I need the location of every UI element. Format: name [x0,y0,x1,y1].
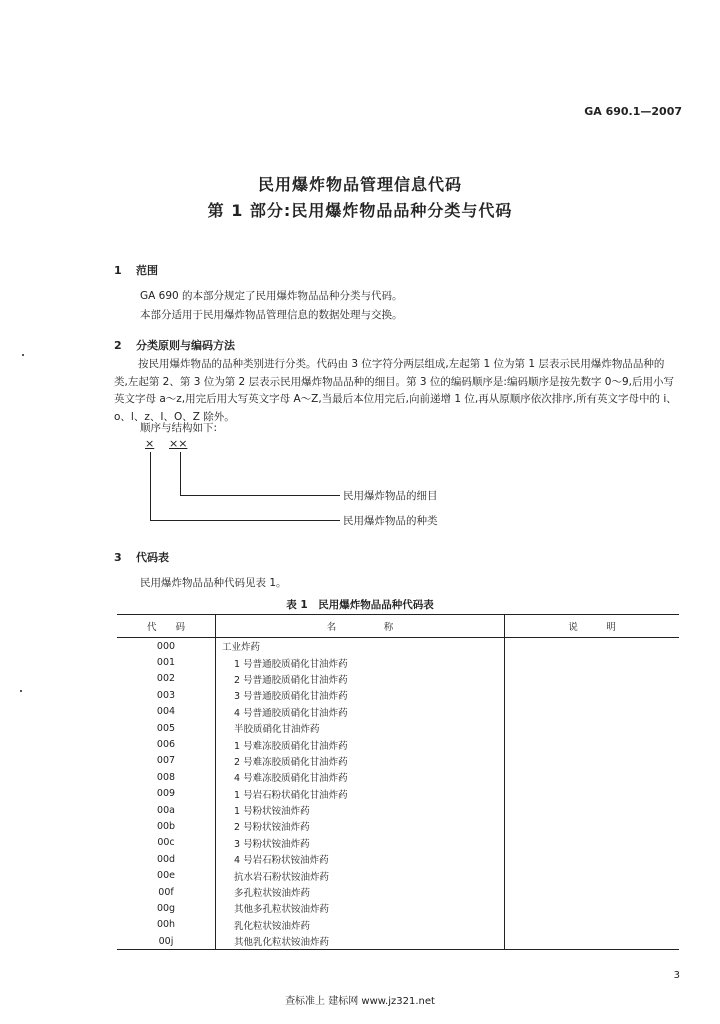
remark-cell [505,835,680,851]
document-title: 民用爆炸物品管理信息代码 [257,175,462,194]
remark-cell [505,687,680,703]
section-2-heading [114,337,235,353]
code-cell: 001 [156,657,176,669]
table-row [117,786,679,802]
code-table [117,614,679,950]
table-row [117,687,679,703]
first-level-marker: × [145,437,155,450]
code-cell: 00h [156,919,176,931]
scan-speck [20,690,22,692]
table-row [117,769,679,785]
section-1-para-2: 本部分适用于民用爆炸物品管理信息的数据处理与交换。 [140,309,403,321]
remark-cell [505,933,680,950]
code-cell: 003 [156,689,176,701]
code-cell: 008 [156,771,176,783]
page-number: 3 [673,970,680,981]
table-row [117,638,679,655]
name-cell: 1 号难冻胶质硝化甘油炸药 [216,736,505,752]
remark-cell [505,638,680,655]
name-cell: 其他多孔粒状铵油炸药 [216,900,505,916]
name-cell: 多孔粒状铵油炸药 [216,884,505,900]
remark-cell [505,753,680,769]
remark-cell [505,769,680,785]
name-cell: 3 号普通胶质硝化甘油炸药 [216,687,505,703]
name-cell: 半胶质硝化甘油炸药 [216,720,505,736]
code-cell: 00g [156,902,176,914]
section-2-paragraph: 按民用爆炸物品的品种类别进行分类。代码由 3 位字符分两层组成,左起第 1 位为第 1 层表示民用爆炸物品品种的类,左起第 2、第 3 位为第 2 层表示民用爆炸物品品种的细目。第 3 位的编码顺序是:编码顺序是按先数字 0～9,后用小写英文字母 a～z,用完后用大写英文字母 A～Z,当最后本位用完后,向前递增 1 位,再从原顺序依次排序,所有英文字母中的 i、o、l、z、I、O、Z 除外。 [114,358,677,423]
name-cell: 1 号普通胶质硝化甘油炸药 [216,654,505,670]
standard-code: GA 690.1—2007 [584,105,682,118]
section-3-heading [114,549,169,565]
table-row [117,867,679,883]
footer-watermark: 查标准上 建标网 www.jz321.net [285,996,435,1007]
kind-connector-horizontal [150,520,340,521]
header-code: 代 码 [117,615,216,638]
table-header-row [117,615,679,638]
kind-connector-vertical [150,452,151,520]
table-row [117,704,679,720]
second-level-marker: ×× [169,437,188,450]
name-cell: 抗水岩石粉状铵油炸药 [216,867,505,883]
remark-cell [505,900,680,916]
name-cell: 1 号岩石粉状硝化甘油炸药 [216,786,505,802]
name-cell: 工业炸药 [216,638,505,655]
header-name: 名 称 [216,615,505,638]
table-row [117,654,679,670]
code-cell: 007 [156,755,176,767]
section-title: 代码表 [136,551,169,564]
section-1-heading [114,262,158,278]
section-number: 1 [114,264,122,277]
detail-connector-horizontal [180,495,340,496]
section-3-paragraph: 民用爆炸物品品种代码见表 1。 [140,577,287,589]
code-cell: 009 [156,788,176,800]
code-cell: 00a [157,804,175,816]
code-cell: 006 [156,739,176,751]
name-cell: 4 号岩石粉状铵油炸药 [216,851,505,867]
code-cell: 00d [156,853,176,865]
table-row [117,818,679,834]
table-row [117,851,679,867]
table-row [117,671,679,687]
remark-cell [505,802,680,818]
table-row [117,720,679,736]
section-title: 范围 [136,264,158,277]
remark-cell [505,786,680,802]
scan-speck [22,354,24,356]
code-cell: 00c [157,837,175,849]
name-cell: 4 号难冻胶质硝化甘油炸药 [216,769,505,785]
code-cell: 00e [157,870,175,882]
code-cell: 005 [156,722,176,734]
code-cell: 00b [156,820,176,832]
remark-cell [505,704,680,720]
remark-cell [505,736,680,752]
detail-connector-vertical [180,452,181,495]
name-cell: 其他乳化粒状铵油炸药 [216,933,505,950]
table-row [117,933,679,950]
code-structure-diagram [145,437,475,537]
table-row [117,900,679,916]
table-row [117,835,679,851]
table-row [117,736,679,752]
code-cell: 00f [158,886,174,898]
section-title: 分类原则与编码方法 [136,339,235,352]
code-cell: 000 [156,640,176,652]
table-row [117,753,679,769]
table-row [117,884,679,900]
remark-cell [505,654,680,670]
section-number: 2 [114,339,122,352]
detail-label: 民用爆炸物品的细目 [343,490,438,502]
document-subtitle: 第 1 部分:民用爆炸物品品种分类与代码 [207,201,513,220]
name-cell: 乳化粒状铵油炸药 [216,917,505,933]
code-cell: 004 [156,706,176,718]
remark-cell [505,884,680,900]
name-cell: 4 号普通胶质硝化甘油炸药 [216,704,505,720]
name-cell: 2 号普通胶质硝化甘油炸药 [216,671,505,687]
table-row [117,802,679,818]
name-cell: 2 号难冻胶质硝化甘油炸药 [216,753,505,769]
remark-cell [505,671,680,687]
section-1-para-1: GA 690 的本部分规定了民用爆炸物品品种分类与代码。 [140,290,403,302]
remark-cell [505,851,680,867]
table-caption: 表 1 民用爆炸物品品种代码表 [286,599,434,611]
order-structure-text: 顺序与结构如下: [140,422,218,434]
remark-cell [505,720,680,736]
table-row [117,917,679,933]
remark-cell [505,867,680,883]
name-cell: 1 号粉状铵油炸药 [216,802,505,818]
remark-cell [505,917,680,933]
name-cell: 3 号粉状铵油炸药 [216,835,505,851]
code-cell: 00j [117,933,216,950]
remark-cell [505,818,680,834]
kind-label: 民用爆炸物品的种类 [343,515,438,527]
code-cell: 002 [156,673,176,685]
section-number: 3 [114,551,122,564]
name-cell: 2 号粉状铵油炸药 [216,818,505,834]
header-remark: 说 明 [505,615,680,638]
